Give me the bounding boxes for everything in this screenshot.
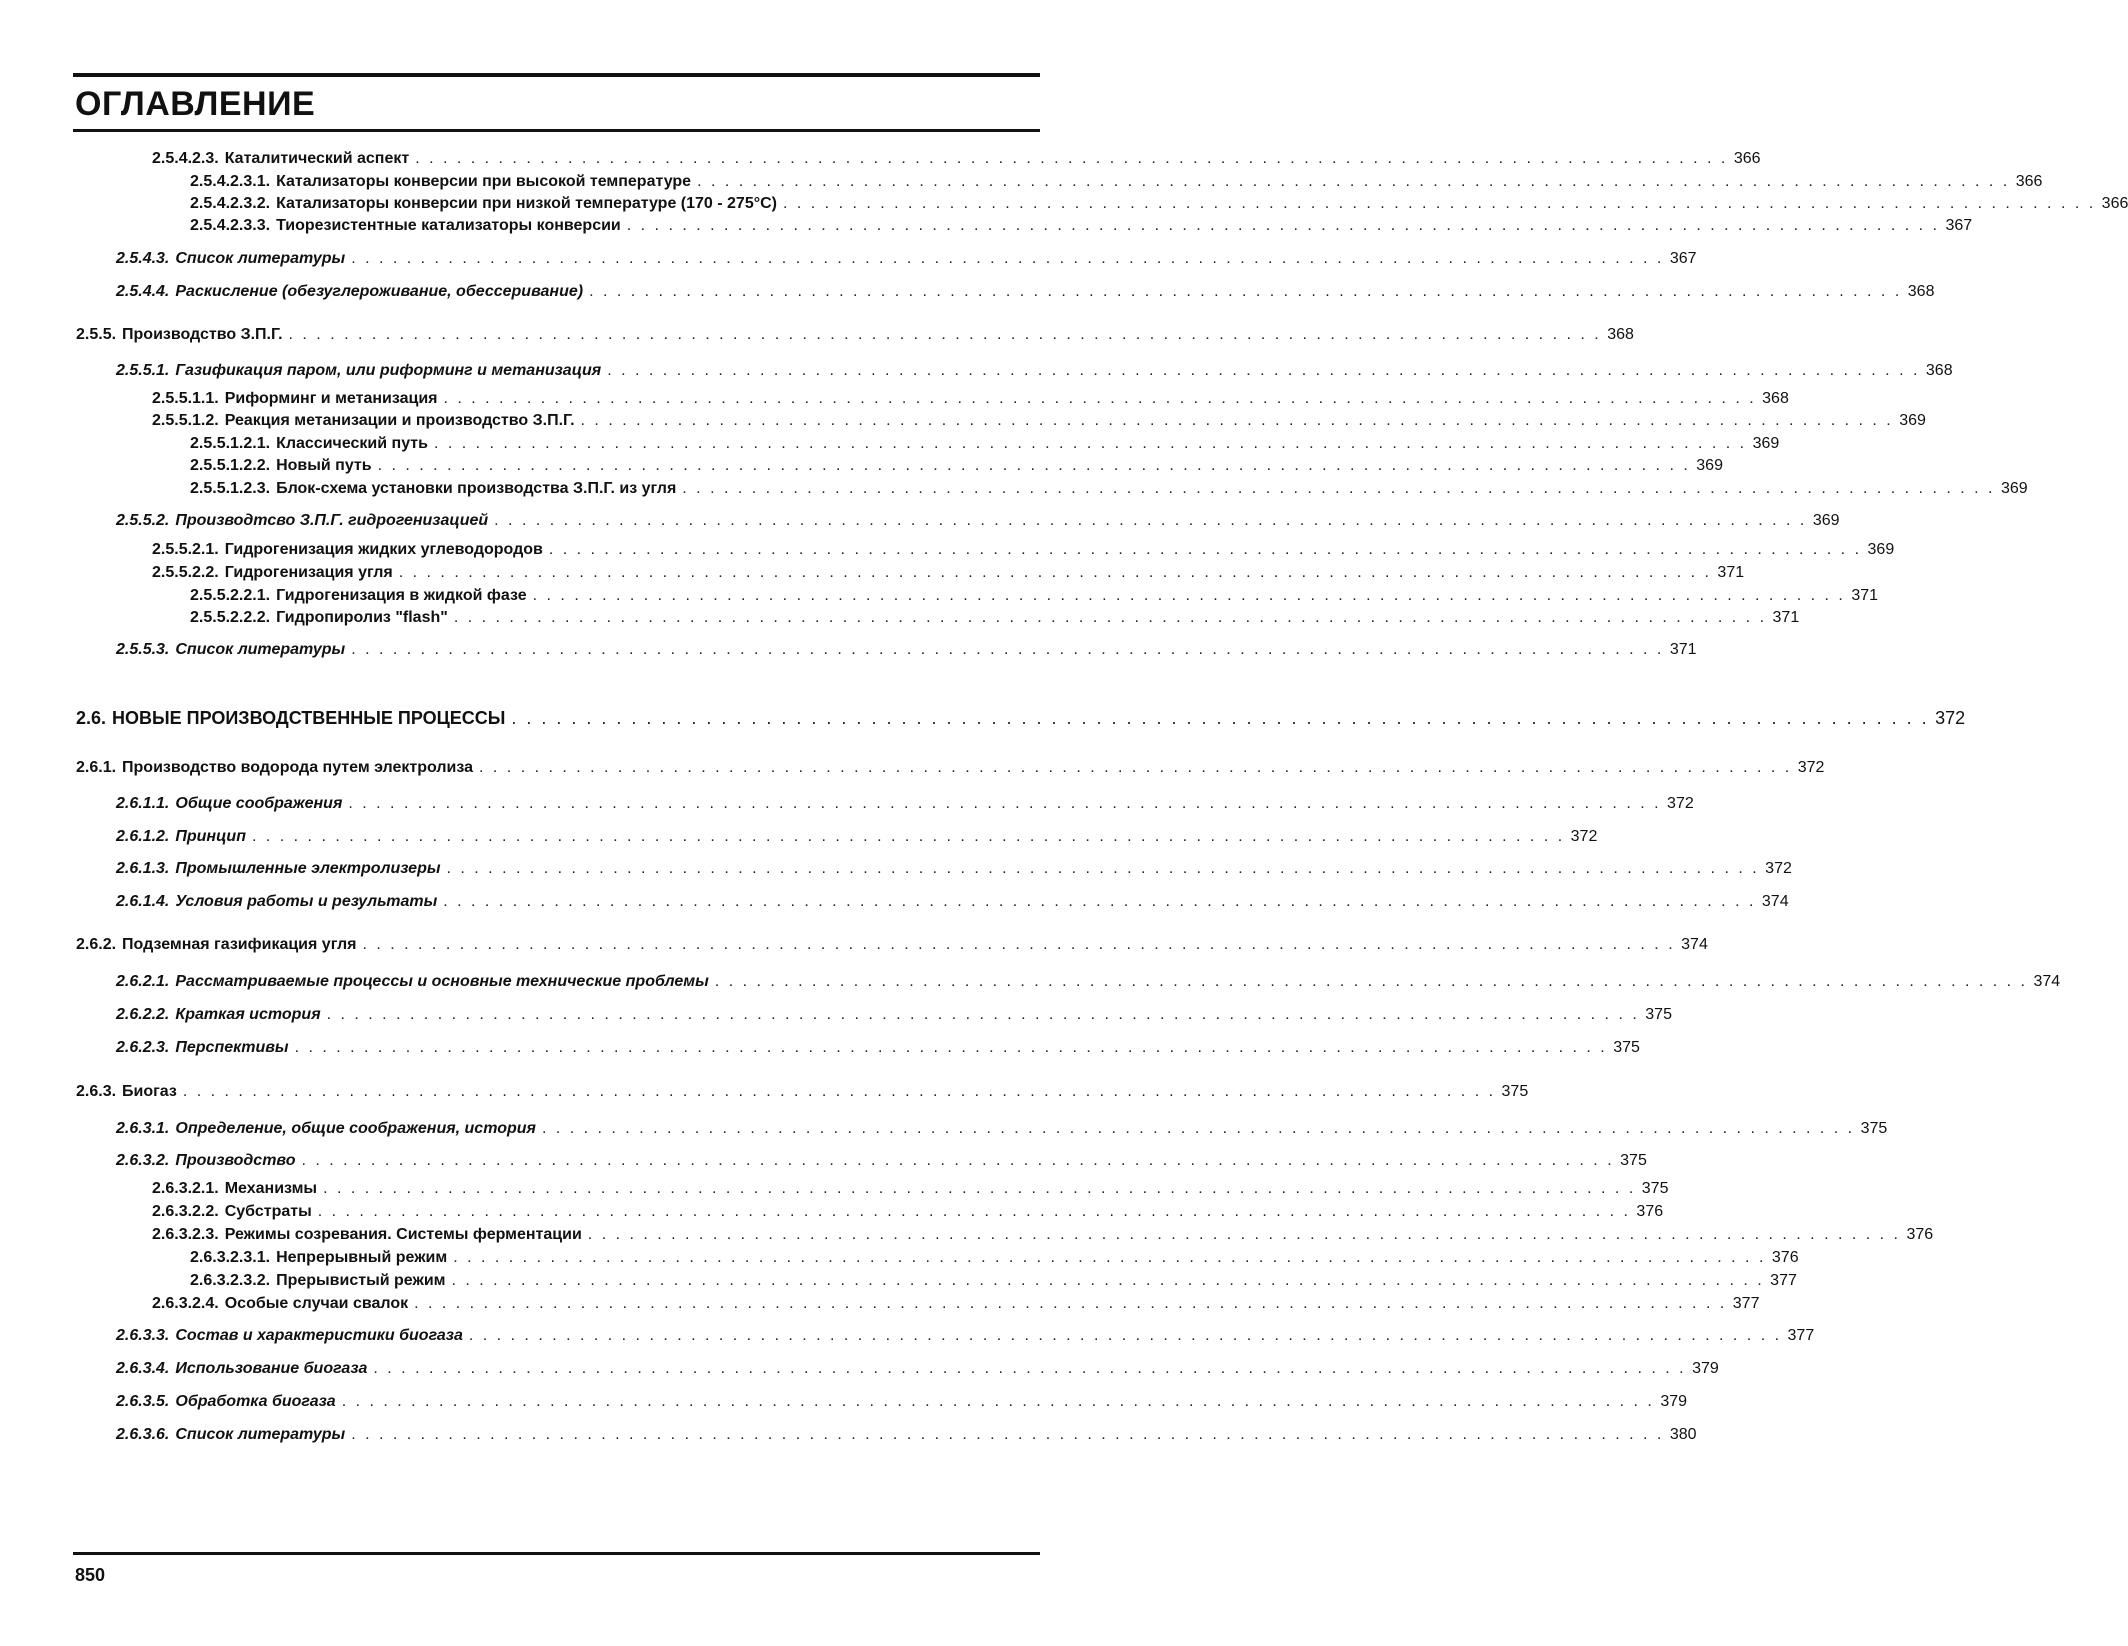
toc-entry bbox=[116, 641, 1697, 663]
toc-entry-page: 379 bbox=[1660, 1393, 1688, 1410]
toc-entry-title: Блок-схема установки производства З.П.Г. из угля bbox=[276, 480, 677, 497]
toc-entry-title: Раскисление (обезуглероживание, обессеривание) bbox=[175, 283, 584, 300]
toc-entry-number: 2.6.3.1. bbox=[116, 1120, 170, 1137]
toc-entry-page: 369 bbox=[1752, 435, 1780, 452]
toc-entry bbox=[116, 250, 1697, 272]
toc-entry-title: Катализаторы конверсии при высокой температуре bbox=[276, 173, 692, 190]
toc-entry-number: 2.6.1.3. bbox=[116, 860, 170, 877]
toc-entry bbox=[190, 609, 1800, 631]
toc-entry-number: 2.6.3.2.3.2. bbox=[190, 1272, 271, 1289]
toc-leader-dots: . . . . . . . . . . . . . . . . . . . . . . . . . . . . . . . . . . . . . . . . . . . . . . . . . . . . . . . . . . . . . . . . . . . . . . . . . . . . . . . . . . . . . . . . . . . . . . . bbox=[362, 936, 1676, 953]
toc-entry-title: Гидропиролиз "flash" bbox=[276, 609, 448, 626]
toc-leader-dots: . . . . . . . . . . . . . . . . . . . . . . . . . . . . . . . . . . . . . . . . . . . . . . . . . . . . . . . . . . . . . . . . . . . . . . . . . . . . . . . . . . . . . . . . . . . . . . . bbox=[351, 250, 1664, 267]
toc-entry-number: 2.6.1.2. bbox=[116, 828, 170, 845]
page-number: 850 bbox=[75, 1565, 106, 1585]
toc-entry-number: 2.6.3.2.2. bbox=[152, 1203, 219, 1220]
toc-entry-title: Реакция метанизации и производство З.П.Г. bbox=[224, 412, 575, 429]
toc-entry-number: 2.5.5.1.2.2. bbox=[190, 457, 271, 474]
toc-entry-page: 379 bbox=[1692, 1360, 1719, 1377]
toc-entry bbox=[190, 1272, 1797, 1294]
toc-entry-page: 369 bbox=[1899, 412, 1926, 429]
page-title: ОГЛАВЛЕНИЕ bbox=[75, 85, 316, 123]
toc-leader-dots: . . . . . . . . . . . . . . . . . . . . . . . . . . . . . . . . . . . . . . . . . . . . . . . . . . . . . . . . . . . . . . . . . . . . . . . . . . . . . . . . . . . . . . . . . . . . . . . bbox=[294, 1039, 1608, 1056]
toc-leader-dots: . . . . . . . . . . . . . . . . . . . . . . . . . . . . . . . . . . . . . . . . . . . . . . . . . . . . . . . . . . . . . . . . . . . . . . . . . . . . . . . . . . . . . . . . . . . . . . . bbox=[251, 828, 1565, 845]
toc-entry bbox=[116, 1120, 1888, 1142]
toc-entry-number: 2.5.5.1.1. bbox=[152, 390, 219, 407]
toc-entry bbox=[190, 195, 2128, 217]
toc-leader-dots: . . . . . . . . . . . . . . . . . . . . . . . . . . . . . . . . . . . . . . . . . . . . . . . . . . . . . . . . . . . . . . . . . . . . . . . . . . . . . . . . . . . . . . . . . . . . . . . bbox=[682, 480, 1995, 497]
toc-leader-dots: . . . . . . . . . . . . . . . . . . . . . . . . . . . . . . . . . . . . . . . . . . . . . . . . . . . . . . . . . . . . . . . . . . . . . . . . . . . . . . . . . . . . . . . . . . . . . . . bbox=[714, 973, 2028, 990]
toc-entry-page: 380 bbox=[1669, 1426, 1697, 1443]
toc-entry-title: Условия работы и результаты bbox=[175, 893, 438, 910]
toc-leader-dots: . . . . . . . . . . . . . . . . . . . . . . . . . . . . . . . . . . . . . . . . . . . . . . . . . . . . . . . . . . . . . . . . . . . . . . . . . . . . . . . . . . . . . . . . . . . . . . . bbox=[351, 1426, 1664, 1443]
toc-entry-page: 375 bbox=[1501, 1083, 1529, 1100]
toc-entry-number: 2.6.3.2.4. bbox=[152, 1295, 219, 1312]
toc-entry-title: Использование биогаза bbox=[175, 1360, 368, 1377]
toc-entry-page: 366 bbox=[1733, 150, 1761, 167]
toc-entry-number: 2.5.4.2.3.1. bbox=[190, 173, 271, 190]
toc-entry-page: 368 bbox=[1925, 362, 1953, 379]
toc-entry bbox=[152, 541, 1895, 563]
toc-entry bbox=[116, 512, 1840, 534]
toc-entry-title: Катализаторы конверсии при низкой температуре (170 - 275°C) bbox=[276, 195, 777, 212]
toc-leader-dots: . . . . . . . . . . . . . . . . . . . . . . . . . . . . . . . . . . . . . . . . . . . . . . . . . . . . . . . . . . . . . . . . . . . . . . . . . . . . . . . . . . . . . . . . . . . . . . . bbox=[446, 860, 1760, 877]
toc-entry-page: 368 bbox=[1907, 283, 1935, 300]
toc-leader-dots: . . . . . . . . . . . . . . . . . . . . . . . . . . . . . . . . . . . . . . . . . . . . . . . . . . . . . . . . . . . . . . . . . . . . . . . . . . . . . . . . . . . . . . . . . . . . . . . bbox=[373, 1360, 1687, 1377]
toc-entry-number: 2.5.5.1.2. bbox=[152, 412, 219, 429]
toc-leader-dots: . . . . . . . . . . . . . . . . . . . . . . . . . . . . . . . . . . . . . . . . . . . . . . . . . . . . . . . . . . . . . . . . . . . . . . . . . . . . . . . . . . . . . . . . . . . . . . . bbox=[587, 1226, 1901, 1243]
toc-entry-number: 2.5.4.2.3. bbox=[152, 150, 219, 167]
toc-entry-number: 2.6.1.4. bbox=[116, 893, 170, 910]
toc-entry bbox=[116, 1426, 1697, 1448]
toc-entry-number: 2.5.5.2.2.1. bbox=[190, 587, 271, 604]
toc-leader-dots: . . . . . . . . . . . . . . . . . . . . . . . . . . . . . . . . . . . . . . . . . . . . . . . . . . . . . . . . . . . . . . . . . . . . . . . . . . . . . . . . . . . . . . . . . . . . . . . bbox=[415, 150, 1728, 167]
toc-entry-number: 2.6.3.4. bbox=[116, 1360, 170, 1377]
toc-entry-page: 374 bbox=[2033, 973, 2061, 990]
toc-entry-title: Производство bbox=[175, 1152, 296, 1169]
toc-entry bbox=[190, 217, 1973, 239]
toc-entry-title: Прерывистый режим bbox=[276, 1272, 446, 1289]
toc-entry-number: 2.6.3.6. bbox=[116, 1426, 170, 1443]
toc-entry-number: 2.6.1.1. bbox=[116, 795, 170, 812]
toc-entry-title: Новый путь bbox=[276, 457, 372, 474]
toc-entry-title: Промышленные электролизеры bbox=[175, 860, 441, 877]
footer-rule bbox=[73, 1552, 1040, 1555]
toc-entry-page: 377 bbox=[1770, 1272, 1797, 1289]
toc-leader-dots: . . . . . . . . . . . . . . . . . . . . . . . . . . . . . . . . . . . . . . . . . . . . . . . . . . . . . . . . . . . . . . . . . . . . . . . . . . . . . . . . . . . . . . . . . . . . . . . bbox=[326, 1006, 1640, 1023]
toc-entry-title: Список литературы bbox=[175, 1426, 346, 1443]
toc-entry-title: Список литературы bbox=[175, 250, 346, 267]
toc-entry-title: Производство З.П.Г. bbox=[122, 326, 283, 343]
toc-entry-number: 2.5.4.3. bbox=[116, 250, 170, 267]
toc-entry-number: 2.6. bbox=[76, 708, 107, 728]
toc-entry-number: 2.6.3.2. bbox=[116, 1152, 170, 1169]
toc-entry-number: 2.5.4.4. bbox=[116, 283, 170, 300]
toc-entry bbox=[116, 828, 1598, 850]
toc-leader-dots: . . . . . . . . . . . . . . . . . . . . . . . . . . . . . . . . . . . . . . . . . . . . . . . . . . . . . . . . . . . . . . . . . . . . . . . . . . . . . . . . . . . . . . . . . . . . . . . bbox=[548, 541, 1862, 558]
toc-entry-page: 367 bbox=[1945, 217, 1973, 234]
toc-entry bbox=[190, 1249, 1799, 1271]
toc-entry bbox=[116, 1327, 1815, 1349]
toc-entry-title: Особые случаи свалок bbox=[224, 1295, 409, 1312]
toc-entry-title: Гидрогенизация в жидкой фазе bbox=[276, 587, 527, 604]
toc-entry-number: 2.5.5.1.2.3. bbox=[190, 480, 271, 497]
toc-leader-dots: . . . . . . . . . . . . . . . . . . . . . . . . . . . . . . . . . . . . . . . . . . . . . . . . . . . . . . . . . . . . . . . . . . . . . . . . . . . . . . . . . . . . . . . . . . . . . . . bbox=[541, 1120, 1855, 1137]
toc-entry-page: 372 bbox=[1570, 828, 1598, 845]
toc-leader-dots: . . . . . . . . . . . . . . . . . . . . . . . . . . . . . . . . . . . . . . . . . . . . . . . . . . . . . . . . . . . . . . . . . . . . . . . . . . . . . . . . . . . . . . . . . . . . . . . bbox=[511, 708, 1930, 728]
toc-entry-title: Каталитический аспект bbox=[224, 150, 410, 167]
toc-entry bbox=[116, 1393, 1688, 1415]
toc-entry bbox=[116, 860, 1792, 882]
toc-entry-page: 376 bbox=[1636, 1203, 1664, 1220]
toc-entry bbox=[116, 1039, 1640, 1061]
toc-entry-title: Рассматриваемые процессы и основные технические проблемы bbox=[175, 973, 709, 990]
toc-entry-page: 369 bbox=[2000, 480, 2028, 497]
toc-leader-dots: . . . . . . . . . . . . . . . . . . . . . . . . . . . . . . . . . . . . . . . . . . . . . . . . . . . . . . . . . . . . . . . . . . . . . . . . . . . . . . . . . . . . . . . . . . . . . . . bbox=[341, 1393, 1655, 1410]
toc-entry-page: 372 bbox=[1935, 708, 1966, 728]
toc-leader-dots: . . . . . . . . . . . . . . . . . . . . . . . . . . . . . . . . . . . . . . . . . . . . . . . . . . . . . . . . . . . . . . . . . . . . . . . . . . . . . . . . . . . . . . . . . . . . . . . bbox=[182, 1083, 1496, 1100]
toc-entry-page: 374 bbox=[1681, 936, 1708, 953]
toc-entry-number: 2.5.5. bbox=[76, 326, 117, 343]
toc-entry-page: 372 bbox=[1765, 860, 1792, 877]
toc-entry-page: 371 bbox=[1669, 641, 1697, 658]
toc-entry bbox=[190, 457, 1723, 479]
toc-leader-dots: . . . . . . . . . . . . . . . . . . . . . . . . . . . . . . . . . . . . . . . . . . . . . . . . . . . . . . . . . . . . . . . . . . . . . . . . . . . . . . . . . . . . . . . . . . . . . . . bbox=[479, 759, 1792, 776]
toc-entry-page: 374 bbox=[1761, 893, 1789, 910]
toc-entry-number: 2.5.4.2.3.3. bbox=[190, 217, 271, 234]
toc-leader-dots: . . . . . . . . . . . . . . . . . . . . . . . . . . . . . . . . . . . . . . . . . . . . . . . . . . . . . . . . . . . . . . . . . . . . . . . . . . . . . . . . . . . . . . . . . . . . . . . bbox=[453, 1249, 1766, 1266]
toc-entry-page: 372 bbox=[1667, 795, 1694, 812]
toc-entry-title: Краткая история bbox=[175, 1006, 321, 1023]
toc-entry-title: Гидрогенизация жидких углеводородов bbox=[224, 541, 543, 558]
toc-entry bbox=[76, 326, 1634, 348]
toc-entry bbox=[116, 973, 2061, 995]
toc-leader-dots: . . . . . . . . . . . . . . . . . . . . . . . . . . . . . . . . . . . . . . . . . . . . . . . . . . . . . . . . . . . . . . . . . . . . . . . . . . . . . . . . . . . . . . . . . . . . . . . bbox=[398, 564, 1712, 581]
toc-entry-title: Производство водорода путем электролиза bbox=[122, 759, 474, 776]
toc-entry-number: 2.6.3.2.3. bbox=[152, 1226, 219, 1243]
toc-entry-title: Перспективы bbox=[175, 1039, 289, 1056]
toc-entry bbox=[116, 362, 1953, 384]
toc-entry-title: Риформинг и метанизация bbox=[224, 390, 438, 407]
toc-entry-number: 2.6.3.5. bbox=[116, 1393, 170, 1410]
toc-entry-title: Гидрогенизация угля bbox=[224, 564, 393, 581]
toc-entry bbox=[116, 1006, 1672, 1028]
toc-entry bbox=[116, 283, 1935, 305]
toc-leader-dots: . . . . . . . . . . . . . . . . . . . . . . . . . . . . . . . . . . . . . . . . . . . . . . . . . . . . . . . . . . . . . . . . . . . . . . . . . . . . . . . . . . . . . . . . . . . . . . . bbox=[443, 390, 1757, 407]
toc-entry-number: 2.6.3. bbox=[76, 1083, 117, 1100]
toc-leader-dots: . . . . . . . . . . . . . . . . . . . . . . . . . . . . . . . . . . . . . . . . . . . . . . . . . . . . . . . . . . . . . . . . . . . . . . . . . . . . . . . . . . . . . . . . . . . . . . . bbox=[532, 587, 1846, 604]
toc-leader-dots: . . . . . . . . . . . . . . . . . . . . . . . . . . . . . . . . . . . . . . . . . . . . . . . . . . . . . . . . . . . . . . . . . . . . . . . . . . . . . . . . . . . . . . . . . . . . . . . bbox=[443, 893, 1756, 910]
toc-entry-page: 371 bbox=[1772, 609, 1800, 626]
toc-entry-page: 376 bbox=[1906, 1226, 1934, 1243]
toc-leader-dots: . . . . . . . . . . . . . . . . . . . . . . . . . . . . . . . . . . . . . . . . . . . . . . . . . . . . . . . . . . . . . . . . . . . . . . . . . . . . . . . . . . . . . . . . . . . . . . . bbox=[288, 326, 1602, 343]
toc-entry-number: 2.6.3.2.1. bbox=[152, 1180, 219, 1197]
toc-leader-dots: . . . . . . . . . . . . . . . . . . . . . . . . . . . . . . . . . . . . . . . . . . . . . . . . . . . . . . . . . . . . . . . . . . . . . . . . . . . . . . . . . . . . . . . . . . . . . . . bbox=[697, 173, 2010, 190]
toc-entry-page: 375 bbox=[1860, 1120, 1888, 1137]
toc-entry-title: Список литературы bbox=[175, 641, 346, 658]
toc-entry bbox=[190, 435, 1780, 457]
toc-entry-number: 2.5.5.1.2.1. bbox=[190, 435, 271, 452]
toc-entry-page: 368 bbox=[1607, 326, 1634, 343]
toc-entry-title: Состав и характеристики биогаза bbox=[175, 1327, 463, 1344]
toc-entry-number: 2.5.5.2.1. bbox=[152, 541, 219, 558]
toc-entry bbox=[116, 795, 1694, 817]
toc-entry bbox=[76, 759, 1825, 781]
toc-entry-number: 2.5.5.2. bbox=[116, 512, 170, 529]
toc-leader-dots: . . . . . . . . . . . . . . . . . . . . . . . . . . . . . . . . . . . . . . . . . . . . . . . . . . . . . . . . . . . . . . . . . . . . . . . . . . . . . . . . . . . . . . . . . . . . . . . bbox=[351, 641, 1664, 658]
toc-entry bbox=[76, 708, 1966, 730]
toc-entry bbox=[152, 1203, 1664, 1225]
toc-entry bbox=[152, 150, 1761, 172]
toc-entry-page: 367 bbox=[1669, 250, 1697, 267]
toc-entry-page: 375 bbox=[1613, 1039, 1640, 1056]
toc-entry-number: 2.6.3.3. bbox=[116, 1327, 170, 1344]
toc-entry bbox=[190, 173, 2043, 195]
toc-leader-dots: . . . . . . . . . . . . . . . . . . . . . . . . . . . . . . . . . . . . . . . . . . . . . . . . . . . . . . . . . . . . . . . . . . . . . . . . . . . . . . . . . . . . . . . . . . . . . . . bbox=[414, 1295, 1727, 1312]
toc-entry-page: 368 bbox=[1762, 390, 1789, 407]
toc-entry-title: Механизмы bbox=[224, 1180, 318, 1197]
toc-entry-title: НОВЫЕ ПРОИЗВОДСТВЕННЫЕ ПРОЦЕССЫ bbox=[112, 708, 506, 728]
toc-leader-dots: . . . . . . . . . . . . . . . . . . . . . . . . . . . . . . . . . . . . . . . . . . . . . . . . . . . . . . . . . . . . . . . . . . . . . . . . . . . . . . . . . . . . . . . . . . . . . . . bbox=[494, 512, 1807, 529]
toc-entry bbox=[152, 390, 1789, 412]
toc-entry-title: Обработка биогаза bbox=[175, 1393, 336, 1410]
toc-entry-page: 371 bbox=[1717, 564, 1745, 581]
toc-entry-page: 366 bbox=[2015, 173, 2043, 190]
toc-entry-title: Субстраты bbox=[224, 1203, 312, 1220]
toc-leader-dots: . . . . . . . . . . . . . . . . . . . . . . . . . . . . . . . . . . . . . . . . . . . . . . . . . . . . . . . . . . . . . . . . . . . . . . . . . . . . . . . . . . . . . . . . . . . . . . . bbox=[433, 435, 1747, 452]
toc-entry-title: Газификация паром, или риформинг и метанизация bbox=[175, 362, 602, 379]
toc-entry-number: 2.5.5.2.2. bbox=[152, 564, 219, 581]
toc-leader-dots: . . . . . . . . . . . . . . . . . . . . . . . . . . . . . . . . . . . . . . . . . . . . . . . . . . . . . . . . . . . . . . . . . . . . . . . . . . . . . . . . . . . . . . . . . . . . . . . bbox=[323, 1180, 1636, 1197]
toc-entry-page: 377 bbox=[1732, 1295, 1760, 1312]
toc-entry-title: Производтсво З.П.Г. гидрогенизацией bbox=[175, 512, 489, 529]
toc-entry bbox=[116, 893, 1789, 915]
toc-leader-dots: . . . . . . . . . . . . . . . . . . . . . . . . . . . . . . . . . . . . . . . . . . . . . . . . . . . . . . . . . . . . . . . . . . . . . . . . . . . . . . . . . . . . . . . . . . . . . . . bbox=[468, 1327, 1782, 1344]
toc-entry-page: 375 bbox=[1645, 1006, 1672, 1023]
toc-leader-dots: . . . . . . . . . . . . . . . . . . . . . . . . . . . . . . . . . . . . . . . . . . . . . . . . . . . . . . . . . . . . . . . . . . . . . . . . . . . . . . . . . . . . . . . . . . . . . . . bbox=[317, 1203, 1631, 1220]
toc-entry-page: 369 bbox=[1867, 541, 1895, 558]
toc-entry-page: 376 bbox=[1771, 1249, 1799, 1266]
toc-leader-dots: . . . . . . . . . . . . . . . . . . . . . . . . . . . . . . . . . . . . . . . . . . . . . . . . . . . . . . . . . . . . . . . . . . . . . . . . . . . . . . . . . . . . . . . . . . . . . . . bbox=[451, 1272, 1765, 1289]
toc-entry-page: 377 bbox=[1787, 1327, 1815, 1344]
toc-entry-page: 372 bbox=[1797, 759, 1825, 776]
toc-leader-dots: . . . . . . . . . . . . . . . . . . . . . . . . . . . . . . . . . . . . . . . . . . . . . . . . . . . . . . . . . . . . . . . . . . . . . . . . . . . . . . . . . . . . . . . . . . . . . . . bbox=[377, 457, 1691, 474]
toc-entry bbox=[116, 1360, 1719, 1382]
toc-entry-number: 2.6.3.2.3.1. bbox=[190, 1249, 271, 1266]
toc-entry-title: Принцип bbox=[175, 828, 246, 845]
toc-entry bbox=[76, 936, 1708, 958]
toc-entry-page: 366 bbox=[2101, 195, 2128, 212]
toc-leader-dots: . . . . . . . . . . . . . . . . . . . . . . . . . . . . . . . . . . . . . . . . . . . . . . . . . . . . . . . . . . . . . . . . . . . . . . . . . . . . . . . . . . . . . . . . . . . . . . . bbox=[348, 795, 1662, 812]
toc-entry-title: Непрерывный режим bbox=[276, 1249, 448, 1266]
toc-entry-number: 2.6.2. bbox=[76, 936, 117, 953]
toc-entry-page: 369 bbox=[1696, 457, 1723, 474]
toc-entry bbox=[152, 1295, 1760, 1317]
toc-entry-title: Режимы созревания. Системы ферментации bbox=[224, 1226, 582, 1243]
toc-entry-number: 2.5.5.1. bbox=[116, 362, 170, 379]
toc-entry-title: Биогаз bbox=[122, 1083, 177, 1100]
toc-entry bbox=[76, 1083, 1529, 1105]
toc-entry-page: 375 bbox=[1641, 1180, 1669, 1197]
toc-entry bbox=[190, 480, 2028, 502]
toc-entry-title: Классический путь bbox=[276, 435, 428, 452]
toc-leader-dots: . . . . . . . . . . . . . . . . . . . . . . . . . . . . . . . . . . . . . . . . . . . . . . . . . . . . . . . . . . . . . . . . . . . . . . . . . . . . . . . . . . . . . . . . . . . . . . . bbox=[607, 362, 1920, 379]
toc-leader-dots: . . . . . . . . . . . . . . . . . . . . . . . . . . . . . . . . . . . . . . . . . . . . . . . . . . . . . . . . . . . . . . . . . . . . . . . . . . . . . . . . . . . . . . . . . . . . . . . bbox=[301, 1152, 1615, 1169]
toc-leader-dots: . . . . . . . . . . . . . . . . . . . . . . . . . . . . . . . . . . . . . . . . . . . . . . . . . . . . . . . . . . . . . . . . . . . . . . . . . . . . . . . . . . . . . . . . . . . . . . . bbox=[783, 195, 2096, 212]
toc-entry bbox=[190, 587, 1879, 609]
toc-entry bbox=[152, 1226, 1934, 1248]
toc-entry-title: Тиорезистентные катализаторы конверсии bbox=[276, 217, 621, 234]
toc-entry-page: 375 bbox=[1620, 1152, 1647, 1169]
toc-entry-title: Общие соображения bbox=[175, 795, 343, 812]
toc-entry-number: 2.5.5.2.2.2. bbox=[190, 609, 271, 626]
toc-leader-dots: . . . . . . . . . . . . . . . . . . . . . . . . . . . . . . . . . . . . . . . . . . . . . . . . . . . . . . . . . . . . . . . . . . . . . . . . . . . . . . . . . . . . . . . . . . . . . . . bbox=[626, 217, 1940, 234]
toc-leader-dots: . . . . . . . . . . . . . . . . . . . . . . . . . . . . . . . . . . . . . . . . . . . . . . . . . . . . . . . . . . . . . . . . . . . . . . . . . . . . . . . . . . . . . . . . . . . . . . . bbox=[453, 609, 1767, 626]
toc-entry-title: Определение, общие соображения, история bbox=[175, 1120, 536, 1137]
toc-entry-number: 2.6.2.2. bbox=[116, 1006, 170, 1023]
toc-entry-number: 2.5.5.3. bbox=[116, 641, 170, 658]
toc-entry bbox=[152, 564, 1745, 586]
toc-leader-dots: . . . . . . . . . . . . . . . . . . . . . . . . . . . . . . . . . . . . . . . . . . . . . . . . . . . . . . . . . . . . . . . . . . . . . . . . . . . . . . . . . . . . . . . . . . . . . . . bbox=[580, 412, 1894, 429]
toc-entry bbox=[152, 1180, 1669, 1202]
toc-entry bbox=[152, 412, 1926, 434]
toc-leader-dots: . . . . . . . . . . . . . . . . . . . . . . . . . . . . . . . . . . . . . . . . . . . . . . . . . . . . . . . . . . . . . . . . . . . . . . . . . . . . . . . . . . . . . . . . . . . . . . . bbox=[589, 283, 1902, 300]
toc-entry-page: 371 bbox=[1851, 587, 1879, 604]
toc-entry-page: 369 bbox=[1812, 512, 1840, 529]
toc-entry-number: 2.5.4.2.3.2. bbox=[190, 195, 271, 212]
toc-entry-number: 2.6.1. bbox=[76, 759, 117, 776]
toc-entry-number: 2.6.2.1. bbox=[116, 973, 170, 990]
toc-entry bbox=[116, 1152, 1647, 1174]
toc-entry-number: 2.6.2.3. bbox=[116, 1039, 170, 1056]
toc-entry-title: Подземная газификация угля bbox=[122, 936, 357, 953]
